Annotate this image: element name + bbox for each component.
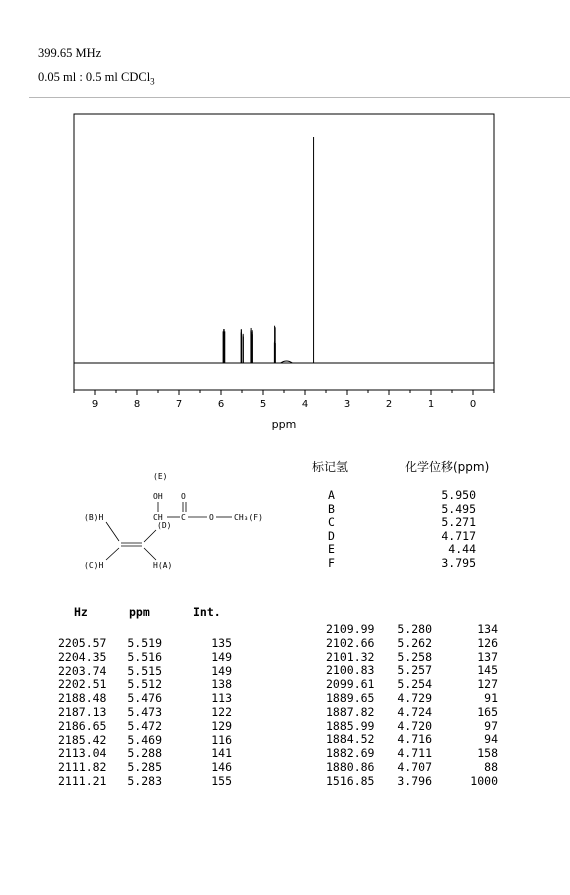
assignment-row <box>328 556 500 570</box>
peak-int-cell: 149 <box>211 649 232 664</box>
assignment-label: B <box>328 501 335 516</box>
peak-ppm-cell: 4.707 <box>397 760 432 774</box>
peak-ppm-cell: 5.512 <box>127 677 162 692</box>
peak-ppm-cell: 4.711 <box>397 746 432 761</box>
spectrometer-frequency: 399.65 MHz <box>38 46 102 60</box>
x-axis-ticks <box>74 390 494 410</box>
peak-int-cell: 126 <box>477 635 498 650</box>
peak-ppm-cell: 5.288 <box>127 746 162 761</box>
peak-ppm-cell: 5.515 <box>127 663 162 678</box>
peak-ppm-cell: 4.720 <box>397 718 432 733</box>
assignment-row <box>328 515 500 529</box>
peak-ppm-cell: 5.473 <box>127 705 162 719</box>
peak-hz-cell: 1889.65 <box>326 691 375 705</box>
peak-int-cell: 138 <box>211 677 232 692</box>
assignment-row <box>328 542 500 556</box>
peak-hz-cell: 1887.82 <box>326 704 375 719</box>
assignment-row <box>328 502 500 516</box>
peak-ppm-cell: 5.257 <box>397 663 432 678</box>
assignment-shift: 4.717 <box>441 528 476 543</box>
peak-hz-cell: 2188.48 <box>58 691 107 706</box>
peak-hz-cell: 2109.99 <box>326 622 375 636</box>
assignment-label: C <box>328 515 335 530</box>
peak-hz-cell: 2205.57 <box>58 636 107 650</box>
peak-ppm-cell: 5.258 <box>397 649 432 664</box>
peak-hz-cell: 1516.85 <box>326 773 375 788</box>
peak-ppm-cell: 5.280 <box>397 622 432 636</box>
peak-int-cell: 146 <box>211 760 232 775</box>
peak-hz-cell: 1880.86 <box>326 760 375 774</box>
solvent-subscript: 3 <box>150 76 155 87</box>
label-ch: CH <box>153 513 163 522</box>
peak-ppm-cell: 5.254 <box>397 677 432 692</box>
assignment-shift: 3.795 <box>441 556 476 570</box>
peak-ppm-cell: 5.516 <box>127 649 162 664</box>
label-carbonyl-o: O <box>181 492 186 501</box>
peak-int-cell: 137 <box>477 649 498 664</box>
peak-hz-cell: 1885.99 <box>326 718 375 733</box>
molecule-structure <box>84 468 304 583</box>
peak-int-cell: 91 <box>484 691 498 705</box>
peak-int-cell: 1000 <box>470 773 498 788</box>
solvent-text: 0.05 ml : 0.5 ml CDCl <box>38 70 151 84</box>
col-header-hz: Hz <box>74 605 88 619</box>
label-b: (B)H <box>84 513 104 522</box>
peak-int-cell: 155 <box>211 774 232 788</box>
peak-hz-cell: 2185.42 <box>58 732 107 747</box>
label-e: (E) <box>153 472 168 481</box>
assignment-label: F <box>328 556 335 570</box>
peak-int-cell: 94 <box>484 732 498 747</box>
peak-ppm-cell: 5.476 <box>127 691 162 706</box>
peak-ppm-cell: 5.283 <box>127 774 162 788</box>
x-tick-label: 9 <box>91 399 99 410</box>
col-header-ppm: ppm <box>129 605 150 619</box>
x-tick-label: 3 <box>343 399 351 410</box>
peak-int-cell: 149 <box>211 663 232 678</box>
peak-hz-cell: 2100.83 <box>326 663 375 678</box>
peak-hz-cell: 2186.65 <box>58 718 107 733</box>
assignment-shift: 5.495 <box>441 501 476 516</box>
peak-hz-cell: 2111.21 <box>58 774 107 788</box>
peak-hz-cell: 2101.32 <box>326 649 375 664</box>
peak-hz-cell: 2187.13 <box>58 705 107 719</box>
plot-frame <box>74 114 494 390</box>
x-tick-label: 0 <box>469 399 477 410</box>
peak-int-cell: 141 <box>211 746 232 761</box>
label-h-a: H(A) <box>153 561 173 570</box>
assignment-label: D <box>328 528 335 543</box>
peak-hz-cell: 1884.52 <box>326 732 375 747</box>
assignment-shift: 5.271 <box>441 515 476 530</box>
peak-ppm-cell: 5.469 <box>127 732 162 747</box>
peak-layer <box>223 137 313 363</box>
peak-hz-cell: 2204.35 <box>58 649 107 664</box>
x-axis-label: ppm <box>271 418 297 431</box>
x-tick-label: 2 <box>385 399 393 410</box>
assignment-label: E <box>328 542 335 557</box>
x-tick-label: 4 <box>301 399 309 410</box>
assignment-label: A <box>328 488 335 502</box>
x-tick-label: 6 <box>217 399 225 410</box>
peak-hz-cell: 2102.66 <box>326 635 375 650</box>
peak-int-cell: 97 <box>484 718 498 733</box>
peak-int-cell: 122 <box>211 705 232 719</box>
peak-int-cell: 113 <box>211 691 232 706</box>
peak-hz-cell: 2202.51 <box>58 677 107 692</box>
peak-hz-cell: 2111.82 <box>58 760 107 775</box>
peak-int-cell: 134 <box>477 622 498 636</box>
label-c: C <box>181 513 186 522</box>
peak-int-cell: 165 <box>477 704 498 719</box>
peak-ppm-cell: 4.724 <box>397 704 432 719</box>
assignment-row <box>328 488 500 502</box>
peak-int-cell: 135 <box>211 636 232 650</box>
bond-lines <box>106 502 232 560</box>
peak-int-cell: 158 <box>477 746 498 761</box>
peak-int-cell: 127 <box>477 677 498 692</box>
x-tick-label: 8 <box>133 399 141 410</box>
assignment-header-label: 标记氢 <box>312 460 349 474</box>
assignment-header-shift: 化学位移(ppm) <box>405 460 490 474</box>
peak-ppm-cell: 4.729 <box>397 691 432 705</box>
assignment-row <box>328 529 500 543</box>
label-ch3: CH₃(F) <box>234 513 263 522</box>
x-tick-label: 5 <box>259 399 267 410</box>
peak-ppm-cell: 5.519 <box>127 636 162 650</box>
assignment-shift: 4.44 <box>448 542 476 557</box>
peak-ppm-cell: 5.285 <box>127 760 162 775</box>
peak-hz-cell: 2099.61 <box>326 677 375 692</box>
peak-int-cell: 129 <box>211 718 232 733</box>
label-c-h: (C)H <box>84 561 104 570</box>
peak-ppm-cell: 5.472 <box>127 718 162 733</box>
peak-hz-cell: 2113.04 <box>58 746 107 761</box>
x-tick-label: 1 <box>427 399 435 410</box>
label-ester-o: O <box>209 513 214 522</box>
label-d: (D) <box>157 521 172 530</box>
peak-ppm-cell: 5.262 <box>397 635 432 650</box>
assignment-shift: 5.950 <box>441 488 476 502</box>
peak-int-cell: 145 <box>477 663 498 678</box>
nmr-spectrum-chart <box>0 0 570 440</box>
label-oh: OH <box>153 492 163 501</box>
peak-ppm-cell: 4.716 <box>397 732 432 747</box>
col-header-int: Int. <box>193 605 221 619</box>
peak-ppm-cell: 3.796 <box>397 773 432 788</box>
peak-hz-cell: 1882.69 <box>326 746 375 761</box>
x-tick-label: 7 <box>175 399 183 410</box>
peak-hz-cell: 2203.74 <box>58 663 107 678</box>
peak-int-cell: 88 <box>484 760 498 774</box>
peak-int-cell: 116 <box>211 732 232 747</box>
